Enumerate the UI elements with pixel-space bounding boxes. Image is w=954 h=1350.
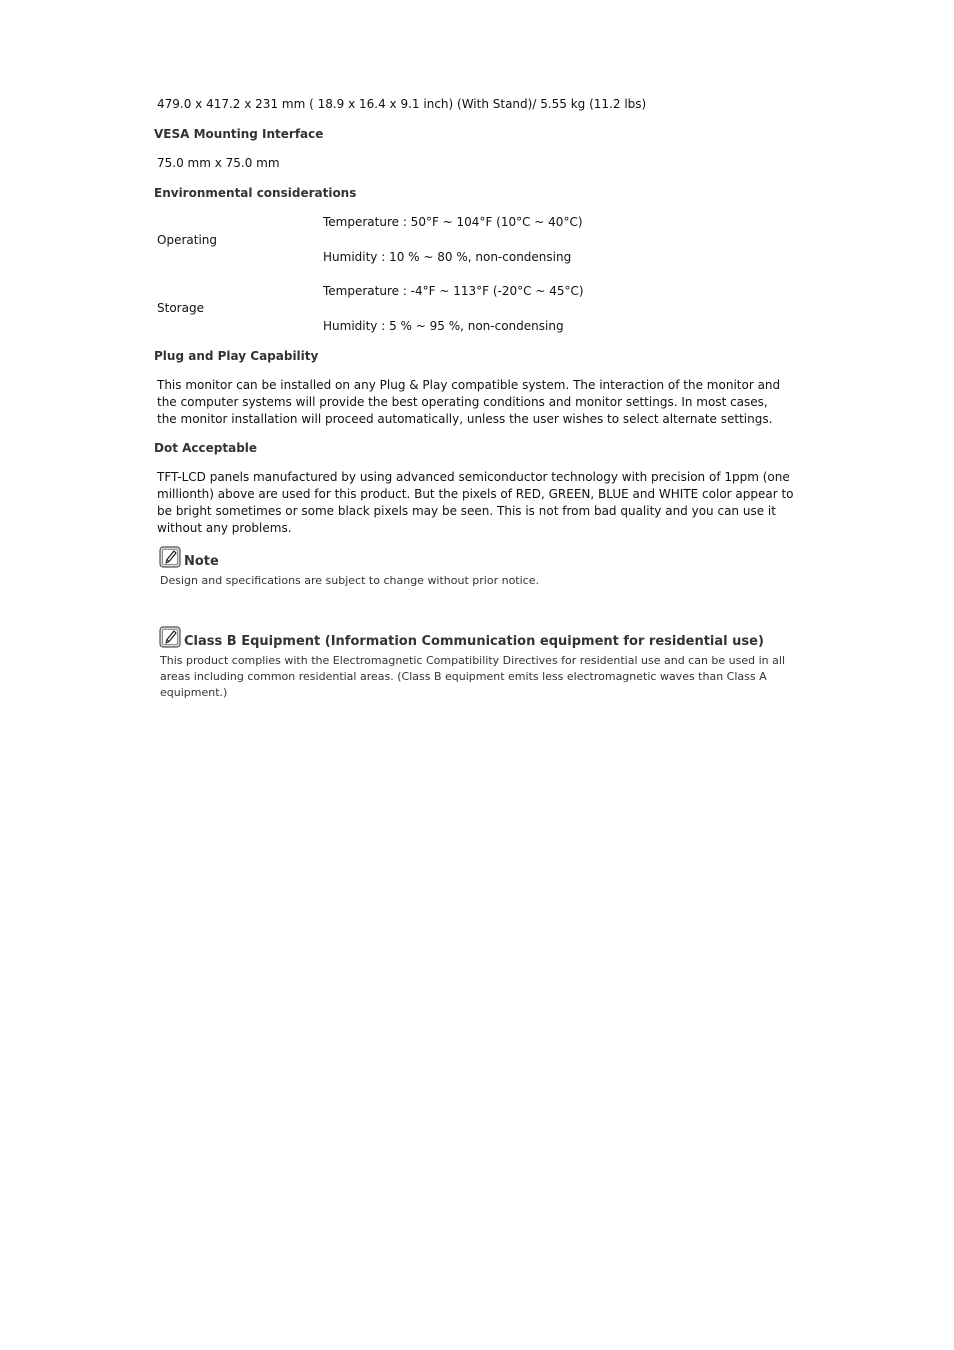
storage-temperature: Temperature : -4°F ~ 113°F (-20°C ~ 45°C) [323,284,584,298]
note-text: Design and specifications are subject to change without prior notice. [160,574,539,587]
storage-label: Storage [157,301,204,315]
note-pencil-icon [159,546,181,568]
plug-and-play-heading: Plug and Play Capability [154,349,319,363]
operating-temperature: Temperature : 50°F ~ 104°F (10°C ~ 40°C) [323,215,583,229]
environment-heading: Environmental considerations [154,186,357,200]
dimensions-text: 479.0 x 417.2 x 231 mm ( 18.9 x 16.4 x 9.1 inch) (With Stand)/ 5.55 kg (11.2 lbs) [157,97,647,111]
plug-and-play-text: This monitor can be installed on any Plug & Play compatible system. The interaction of the monitor and the computer systems will provide the best operating conditions and monitor settings. In most cases, the monitor installation will proceed automatically, unless the user wishes to select alternate settings. [157,378,781,426]
note-pencil-icon [159,626,181,648]
operating-label: Operating [157,233,217,247]
note-title: Note [184,554,219,569]
dot-acceptable-heading: Dot Acceptable [154,441,258,455]
dot-acceptable-text: TFT-LCD panels manufactured by using advanced semiconductor technology with precision of 1ppm (one millionth) above are used for this product. But the pixels of RED, GREEN, BLUE and WHITE color appear to be bright sometimes or some black pixels may be seen. This is not from bad quality and you can use it without any problems. [157,470,794,535]
storage-humidity: Humidity : 5 % ~ 95 %, non-condensing [323,319,564,333]
vesa-value: 75.0 mm x 75.0 mm [157,156,280,170]
class-b-title: Class B Equipment (Information Communication equipment for residential use) [184,634,764,649]
operating-humidity: Humidity : 10 % ~ 80 %, non-condensing [323,250,572,264]
class-b-text: This product complies with the Electromagnetic Compatibility Directives for residential use and can be used in all areas including common residential areas. (Class B equipment emits less electromagnetic waves than Class A equipment.) [160,654,785,699]
vesa-heading: VESA Mounting Interface [154,127,324,141]
